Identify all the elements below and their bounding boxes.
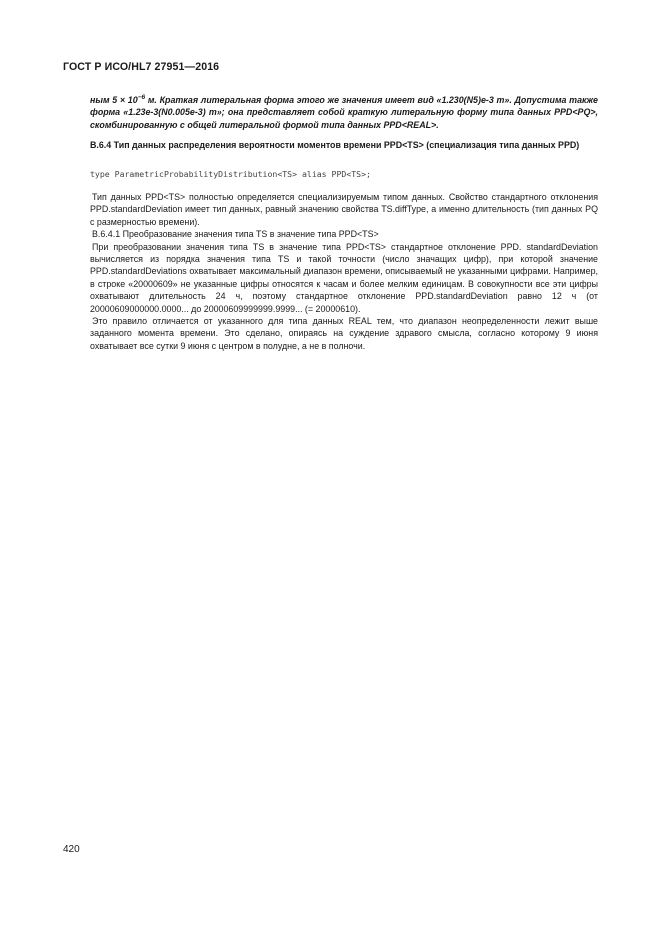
exponent: −6 (137, 94, 146, 101)
section-heading-b-6-4: B.6.4 Тип данных распределения вероятности моментов времени PPD<TS> (специализация типа данных PPD) (90, 140, 580, 151)
paragraph-ppd-ts-definition: Тип данных PPD<TS> полностью определяется специализируемым типом данных. Свойство стандартного отклонения PPD.standardDeviation имеет тип данных, равный значению свойства TS.diffType, а именно длительность (тип данных PQ с размерностью времени). (90, 192, 598, 227)
page-number: 420 (63, 844, 80, 855)
subsection-heading-b-6-4-1: B.6.4.1 Преобразование значения типа TS в значение типа PPD<TS> (92, 229, 379, 240)
document-header: ГОСТ Р ИСО/HL7 27951—2016 (63, 61, 220, 73)
paragraph-continuation-text-a: ным 5 × 10 (90, 94, 138, 105)
paragraph-conversion-rule: При преобразовании значения типа TS в значение типа PPD<TS> стандартное отклонение PPD. standardDeviation вычисляется из порядка значения типа TS и такой точности (число значащих цифр), при которой значение PPD.standardDeviations охватывает максимальный диапазон времени, описываемый не указанными цифрами. Например, в строке «20000609» не указанные цифры относятся к часам и более мелким единицам. В совокупности все эти цифры охватывают длительность 24 ч, поэтому стандартное отклонение PPD.standardDeviation равно 12 ч (от 20000609000000.0000... до 20000609999999.9999... (= 20000610). (90, 241, 598, 314)
paragraph-continuation (90, 92, 598, 131)
paragraph-rule-difference: Это правило отличается от указанного для типа данных REAL тем, что диапазон неопределенности лежит выше заданного момента времени. Это сделано, опираясь на суждение здравого смысла, согласно которому 9 июня охватывает все сутки 9 июня с центром в полудне, а не в полночи. (90, 316, 598, 351)
code-listing: type ParametricProbabilityDistribution<TS> alias PPD<TS>; (90, 168, 371, 179)
page-body (90, 92, 598, 352)
paragraph-continuation-text-b: м. Краткая литеральная форма этого же значения имеет вид «1.230(N5)e-3 m». Допустима также форма «1.23e-3(N0.005e-3) m»; она представляет собой краткую литеральную форму типа данных PPD<PQ>, скомбинированную с общей литеральной формой типа данных PPD<REAL>. (90, 94, 598, 130)
